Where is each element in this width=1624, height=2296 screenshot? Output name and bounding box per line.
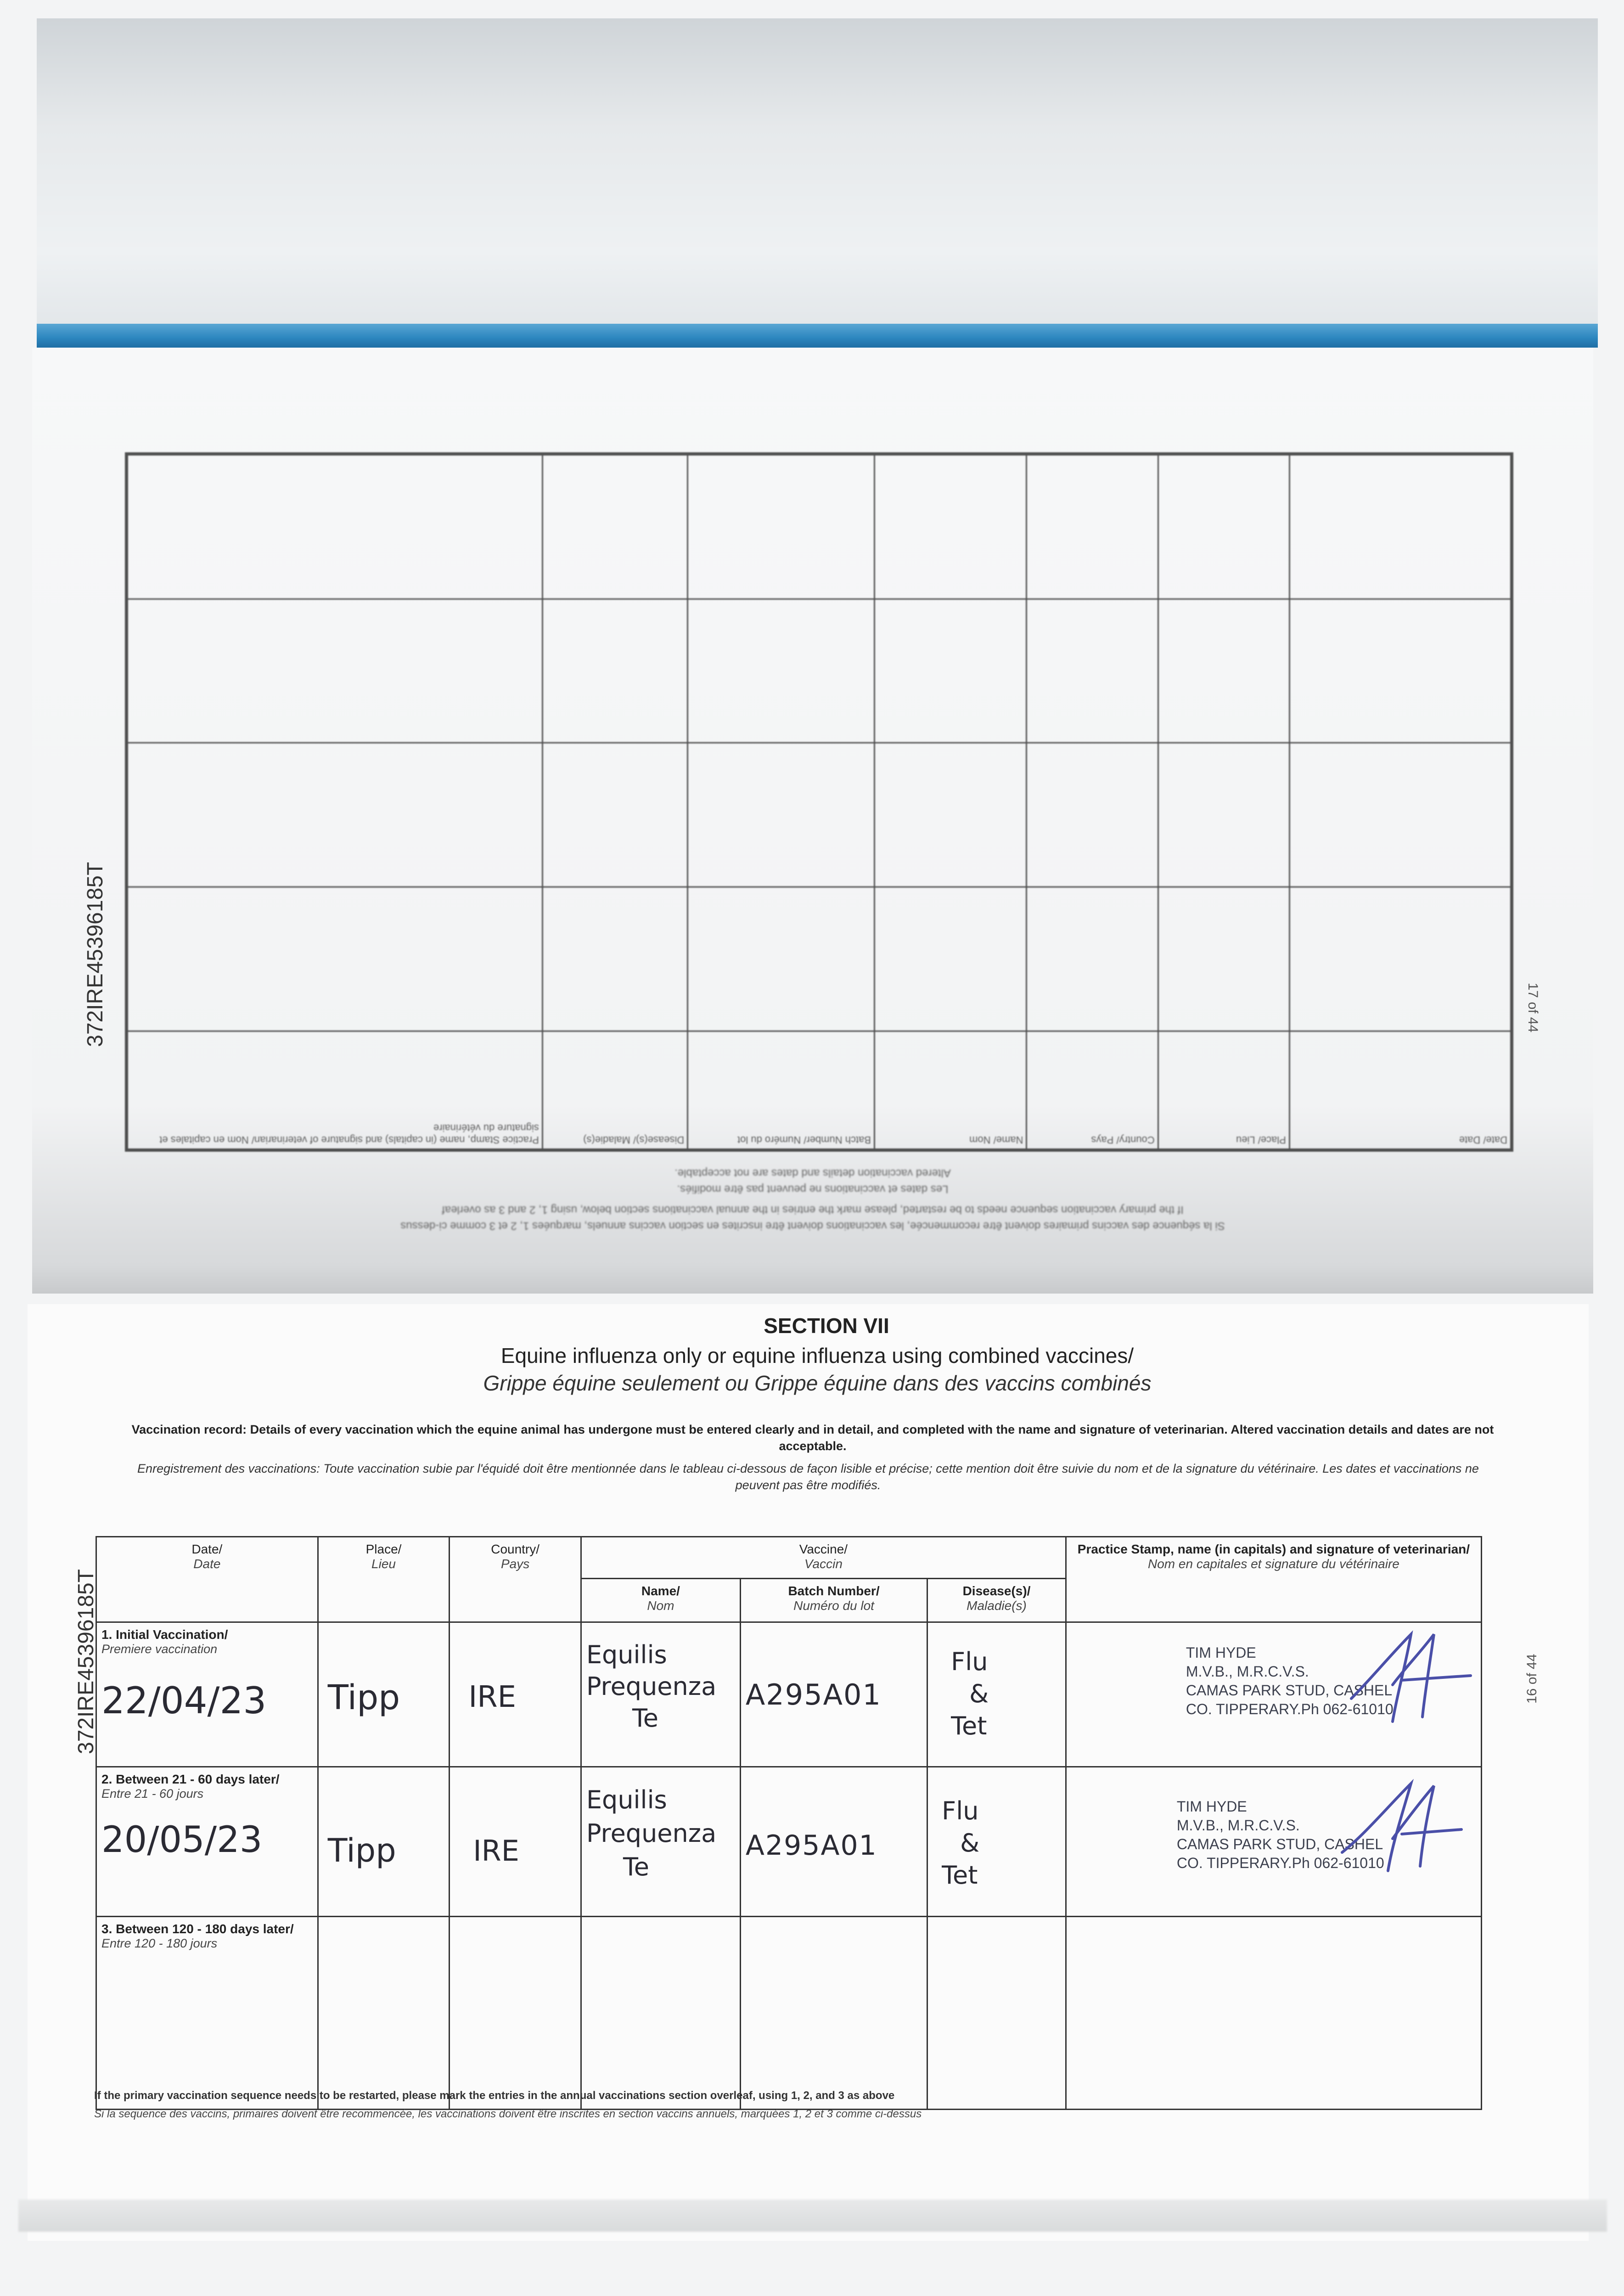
upper-header-batch: Batch Number/ Numéro du lot bbox=[688, 1031, 875, 1149]
row-2-label-en: 2. Between 21 - 60 days later/ bbox=[101, 1772, 280, 1787]
section-heading-en: Equine influenza only or equine influenza using combined vaccines/ bbox=[500, 1344, 1134, 1367]
upper-cell bbox=[1027, 455, 1158, 599]
row-1-batch-cell bbox=[740, 1622, 927, 1767]
header-batch bbox=[740, 1579, 927, 1622]
row-2-name-line-2: Prequenza bbox=[586, 1818, 717, 1848]
row-2-batch-cell bbox=[740, 1767, 927, 1917]
vet-signature-icon bbox=[1337, 1625, 1475, 1731]
upper-cell bbox=[1289, 455, 1511, 599]
row-3-name-cell[interactable] bbox=[581, 1916, 740, 2109]
row-2-country-cell bbox=[450, 1767, 581, 1917]
row-1-name-line-2: Prequenza bbox=[586, 1672, 717, 1701]
header-name bbox=[581, 1579, 740, 1622]
upper-cell bbox=[875, 599, 1027, 743]
upper-cell bbox=[128, 743, 543, 887]
row-3-country-cell[interactable] bbox=[450, 1916, 581, 2109]
upper-header-name: Name/ Nom bbox=[875, 1031, 1027, 1149]
header-date-fr: Date bbox=[193, 1557, 221, 1571]
row-2-place-cell bbox=[318, 1767, 450, 1917]
upper-cell bbox=[1158, 455, 1289, 599]
vet-stamp-qualifications: M.V.B., M.R.C.V.S. bbox=[1176, 1817, 1300, 1834]
upper-cell bbox=[1289, 599, 1511, 743]
row-1-date: 22/04/23 bbox=[101, 1679, 267, 1722]
row-1-name-line-3: Te bbox=[632, 1704, 658, 1733]
vet-signature-icon bbox=[1333, 1774, 1471, 1880]
vet-stamp-name: TIM HYDE bbox=[1186, 1644, 1256, 1661]
upper-header-stamp: Practice Stamp, name (in capitals) and signature of veterinarian/ Nom en capitales et signature du vétérinaire bbox=[128, 1031, 543, 1149]
section-heading-fr: Grippe équine seulement ou Grippe équine dans des vaccins combinés bbox=[483, 1371, 1152, 1395]
header-date bbox=[96, 1537, 318, 1622]
row-1-country-cell bbox=[450, 1622, 581, 1767]
header-place-fr: Lieu bbox=[371, 1557, 396, 1571]
upper-cell bbox=[875, 887, 1027, 1031]
vet-stamp-practice: CAMAS PARK STUD, CASHEL bbox=[1176, 1836, 1383, 1852]
header-date-en: Date/ bbox=[191, 1542, 223, 1556]
section-title: SECTION VII bbox=[764, 1314, 889, 1338]
upper-note-altered-en: Altered vaccination details and dates are not acceptable. bbox=[674, 1167, 951, 1179]
upper-cell bbox=[128, 887, 543, 1031]
upper-cell bbox=[1027, 887, 1158, 1031]
table-row bbox=[96, 1916, 1482, 2109]
upper-cell bbox=[542, 887, 687, 1031]
upper-cell bbox=[875, 743, 1027, 887]
row-1-disease-line-3: Tet bbox=[951, 1711, 987, 1741]
row-3-label bbox=[96, 1916, 318, 2109]
row-2-disease-cell bbox=[927, 1767, 1066, 1917]
row-2-country: IRE bbox=[473, 1834, 519, 1868]
header-disease-en: Disease(s)/ bbox=[962, 1584, 1031, 1598]
upper-cell bbox=[1158, 599, 1289, 743]
row-3-batch-cell[interactable] bbox=[740, 1916, 927, 2109]
row-3-place-cell[interactable] bbox=[318, 1916, 450, 2109]
blue-binding-strip bbox=[37, 324, 1598, 348]
row-3-label-fr: Entre 120 - 180 jours bbox=[101, 1936, 218, 1950]
row-1-disease-line-2: & bbox=[969, 1679, 989, 1709]
vaccination-record-instructions-fr: Enregistrement des vaccinations: Toute vaccination subie par l'équidé doit être mentionnée dans le tableau ci-dessous de façon lisible et précise; cette mention doit être suivie du nom et de la signature du vétérinaire. Les dates et vaccinations ne peuvent pas être modifiés. bbox=[137, 1462, 1479, 1492]
upper-cell bbox=[688, 455, 875, 599]
upper-cell bbox=[128, 455, 543, 599]
vet-stamp-address: CO. TIPPERARY.Ph 062-61010 bbox=[1186, 1700, 1394, 1717]
row-2-name-line-1: Equilis bbox=[586, 1785, 667, 1815]
upper-cell bbox=[1289, 743, 1511, 887]
row-1-place-cell bbox=[318, 1622, 450, 1767]
row-1-disease-line-1: Flu bbox=[951, 1647, 988, 1676]
header-vaccine bbox=[581, 1537, 1066, 1579]
row-1-disease-cell bbox=[927, 1622, 1066, 1767]
header-vaccine-en: Vaccine/ bbox=[799, 1542, 848, 1556]
photo-background-top bbox=[37, 18, 1598, 331]
header-country bbox=[450, 1537, 581, 1622]
vet-stamp-address: CO. TIPPERARY.Ph 062-61010 bbox=[1176, 1854, 1384, 1871]
upper-cell bbox=[542, 743, 687, 887]
upper-side-id: 372IRE45396185T bbox=[83, 862, 107, 1047]
header-stamp-fr: Nom en capitales et signature du vétérinaire bbox=[1148, 1557, 1399, 1571]
upper-cell bbox=[1158, 887, 1289, 1031]
upper-page-number: 17 of 44 bbox=[1525, 983, 1540, 1033]
row-2-stamp-cell bbox=[1066, 1767, 1481, 1917]
header-name-fr: Nom bbox=[647, 1598, 674, 1613]
header-place-en: Place/ bbox=[365, 1542, 402, 1556]
restart-footnote-fr: Si la sequence des vaccins, primaires doivent être recommencée, les vaccinations doivent être inscrites en section vaccins annuels, marquées 1, 2 et 3 comme ci-dessus bbox=[94, 2108, 922, 2120]
upper-cell bbox=[688, 887, 875, 1031]
upper-note-altered-fr: Les dates et vaccinations ne peuvent pas être modifiés. bbox=[677, 1183, 949, 1195]
header-name-en: Name/ bbox=[641, 1584, 680, 1598]
row-1-name-cell bbox=[581, 1622, 740, 1767]
next-page-edge bbox=[18, 2200, 1607, 2232]
row-2-label bbox=[96, 1767, 318, 1917]
row-2-place: Tipp bbox=[327, 1832, 396, 1870]
row-2-label-fr: Entre 21 - 60 jours bbox=[101, 1787, 204, 1801]
row-1-country: IRE bbox=[468, 1680, 517, 1714]
lower-side-id: 372IRE45396185T bbox=[74, 1569, 98, 1754]
vaccination-record-instructions-en: Vaccination record: Details of every vaccination which the equine animal has undergone must be entered clearly and in detail, and completed with the name and signature of veterinarian. Altered vaccination details and dates are not acceptable. bbox=[131, 1423, 1494, 1453]
row-1-batch: A295A01 bbox=[745, 1677, 882, 1711]
row-2-name-cell bbox=[581, 1767, 740, 1917]
header-stamp bbox=[1066, 1537, 1481, 1622]
row-2-disease-line-2: & bbox=[960, 1829, 980, 1858]
upper-cell bbox=[542, 599, 687, 743]
table-row bbox=[96, 1622, 1482, 1767]
upper-cell bbox=[1027, 743, 1158, 887]
header-place bbox=[318, 1537, 450, 1622]
row-1-label-en: 1. Initial Vaccination/ bbox=[101, 1627, 228, 1642]
row-1-label-fr: Premiere vaccination bbox=[101, 1642, 218, 1656]
header-vaccine-fr: Vaccin bbox=[804, 1557, 843, 1571]
row-2-disease-line-3: Tet bbox=[942, 1861, 978, 1890]
upper-header-country: Country/ Pays bbox=[1027, 1031, 1158, 1149]
upper-cell bbox=[875, 455, 1027, 599]
header-disease-fr: Maladie(s) bbox=[967, 1598, 1027, 1613]
vet-stamp-practice: CAMAS PARK STUD, CASHEL bbox=[1186, 1682, 1393, 1699]
vet-stamp-name: TIM HYDE bbox=[1176, 1798, 1247, 1815]
row-2-name-line-3: Te bbox=[623, 1852, 649, 1881]
upper-cell bbox=[688, 743, 875, 887]
row-3-label-en: 3. Between 120 - 180 days later/ bbox=[101, 1921, 294, 1936]
vet-stamp-qualifications: M.V.B., M.R.C.V.S. bbox=[1186, 1663, 1309, 1680]
row-2-date: 20/05/23 bbox=[101, 1819, 263, 1861]
row-3-stamp-cell[interactable] bbox=[1066, 1916, 1481, 2109]
upper-cell bbox=[1027, 599, 1158, 743]
upper-note-restart-fr: Si la séquence des vaccins primaires doivent être recommencée, les vaccinations doivent être inscrites en section vaccins annuels, marquées 1, 2 et 3 comme ci-dessus bbox=[400, 1220, 1225, 1232]
upper-note-restart-en: If the primary vaccination sequence needs to be restarted, please mark the entries in the annual vaccinations section below, using 1, 2 and 3 as overleaf bbox=[442, 1204, 1184, 1216]
row-1-place: Tipp bbox=[327, 1677, 400, 1717]
row-1-stamp-cell bbox=[1066, 1622, 1481, 1767]
row-1-label bbox=[96, 1622, 318, 1767]
upper-vaccination-table bbox=[125, 452, 1513, 1152]
upper-cell bbox=[128, 599, 543, 743]
upper-cell bbox=[1158, 743, 1289, 887]
header-batch-en: Batch Number/ bbox=[788, 1584, 880, 1598]
upper-header-place: Place/ Lieu bbox=[1158, 1031, 1289, 1149]
vaccination-table bbox=[96, 1536, 1482, 2110]
upper-header-date: Date/ Date bbox=[1289, 1031, 1511, 1149]
header-country-fr: Pays bbox=[501, 1557, 530, 1571]
row-2-disease-line-1: Flu bbox=[942, 1796, 979, 1826]
row-1-name-line-1: Equilis bbox=[586, 1640, 667, 1669]
header-country-en: Country/ bbox=[491, 1542, 540, 1556]
upper-cell bbox=[542, 455, 687, 599]
header-batch-fr: Numéro du lot bbox=[793, 1598, 874, 1613]
row-3-disease-cell[interactable] bbox=[927, 1916, 1066, 2109]
restart-footnote-en: If the primary vaccination sequence needs to be restarted, please mark the entries in the annual vaccinations section overleaf, using 1, 2, and 3 as above bbox=[94, 2089, 895, 2102]
header-stamp-en: Practice Stamp, name (in capitals) and signature of veterinarian/ bbox=[1077, 1542, 1470, 1556]
row-2-batch: A295A01 bbox=[745, 1829, 877, 1862]
header-disease bbox=[927, 1579, 1066, 1622]
table-row bbox=[96, 1767, 1482, 1917]
lower-page-number: 16 of 44 bbox=[1524, 1654, 1540, 1704]
upper-cell bbox=[1289, 887, 1511, 1031]
upper-cell bbox=[688, 599, 875, 743]
upper-header-disease: Disease(s)/ Maladie(s) bbox=[542, 1031, 687, 1149]
